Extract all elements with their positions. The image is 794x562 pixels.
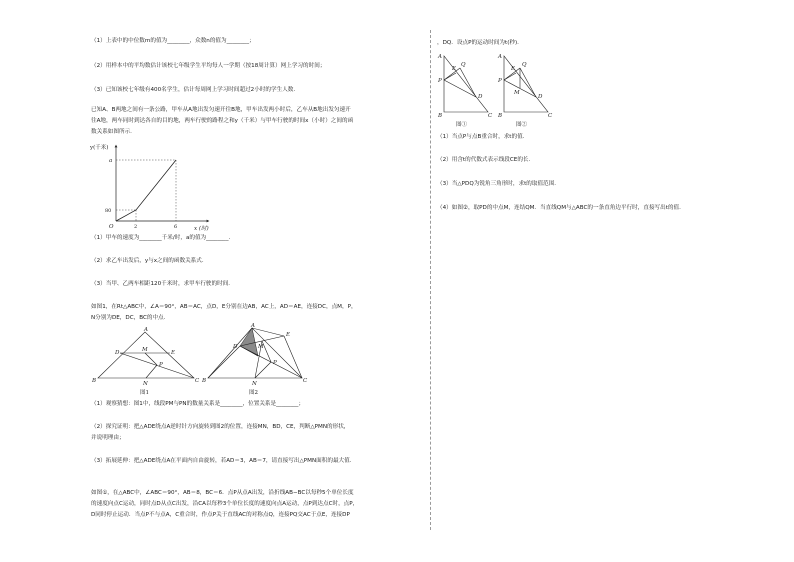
point-label: P — [438, 78, 442, 84]
point-label: A — [498, 54, 502, 60]
column-divider — [430, 30, 431, 530]
question-line: （3）已知该校七年级有400名学生，估计每周网上学习时间超过2小时的学生人数. — [91, 87, 296, 93]
point-label: E — [286, 332, 291, 338]
figure-caption: 图1 — [140, 390, 149, 396]
x-axis-label: x (时) — [194, 226, 209, 232]
question-line: （3）拓展延伸：把△ADE绕点A在平面内自由旋转，若AD＝3，AB＝7，请直接写出△PMN面积的最大值. — [91, 458, 352, 464]
point-label: P — [498, 78, 502, 84]
problem-text: 如图1，在Rt△ABC中，∠A＝90°，AB＝AC，点D，E分别在边AB，AC上，AD＝AE，连接DC，点M，P， — [91, 304, 357, 310]
point-label: E — [452, 66, 457, 72]
figure-circle-1 — [436, 50, 496, 130]
label-a: a — [109, 158, 113, 164]
point-label: N — [143, 381, 148, 387]
point-label: A — [144, 327, 148, 333]
point-label: D — [233, 344, 238, 350]
point-label: B — [202, 378, 207, 384]
problem-text: 数关系如图所示. — [91, 129, 132, 135]
problem-text: 已知A、B两地之间有一条公路，甲车从A地出发匀速开往B地，甲车出发两小时后，乙车从B地出发匀速开 — [91, 107, 351, 113]
figure-2 — [200, 322, 312, 398]
label-x2: 2 — [134, 224, 138, 230]
label-80: 80 — [105, 208, 112, 214]
problem-text: D同时停止运动．当点P不与点A，C重合时，作点P关于直线AC的对称点Q，连接PQ交AC于点E，连接DP — [91, 512, 350, 518]
point-label: D — [538, 94, 543, 100]
point-label: B — [92, 378, 97, 384]
point-label: A — [438, 54, 442, 60]
point-label: M — [142, 347, 148, 353]
point-label: E — [171, 350, 176, 356]
point-label: C — [195, 378, 200, 384]
question-line: （4）如图②，取PD的中点M，连结QM．当直线QM与△ABC的一条直角边平行时，直接写出t的值. — [437, 205, 681, 211]
question-line: （2）探究证明：把△ADE绕点A逆时针方向旋转到图2的位置，连接MN，BD，CE，判断△PMN的形状， — [91, 424, 350, 430]
point-label: N — [252, 381, 257, 387]
point-label: C — [303, 378, 308, 384]
point-label: C — [488, 113, 493, 119]
point-label: Q — [522, 62, 527, 68]
point-label: M — [514, 90, 520, 96]
question-line: （1）当点P与点B重合时，求t的值. — [437, 134, 525, 140]
problem-text: ，DQ．设点P的运动时间为t(秒). — [437, 40, 519, 46]
point-label: P — [273, 360, 277, 366]
y-axis-label: y(千米) — [90, 145, 109, 151]
label-x6: 6 — [174, 224, 178, 230]
point-label: D — [115, 350, 120, 356]
point-label: B — [498, 113, 503, 119]
point-label: C — [548, 113, 553, 119]
question-line: （2）用含t的代数式表示线段CE的长. — [437, 157, 531, 163]
problem-text: 的速度向点C运动，同时点D从点C出发，沿CA以每秒3个单位长度的速度向点A运动，点P到达点C时，点P， — [91, 501, 359, 507]
distance-time-graph — [86, 140, 216, 232]
point-label: P — [159, 362, 163, 368]
label-origin: O — [109, 224, 114, 230]
figure-caption: 图① — [456, 122, 468, 128]
figure-circle-2 — [496, 50, 556, 130]
problem-text: N分别为DE，DC，BC的中点. — [91, 315, 166, 321]
point-label: Q — [461, 62, 466, 68]
figure-caption: 图2 — [249, 390, 258, 396]
question-line: （2）求乙车出发后，y与x之间的函数关系式. — [91, 258, 204, 264]
question-line: （1）上表中的中位数m的值为________，众数n的值为________； — [91, 38, 255, 44]
point-label: A — [251, 323, 255, 329]
point-label: M — [258, 344, 264, 350]
question-line: （1）观察猜想：图1中，线段PM与PN的数量关系是________，位置关系是________； — [91, 401, 305, 407]
function-line — [116, 160, 176, 221]
figure-1 — [90, 326, 202, 398]
problem-text: 如图①，在△ABC中，∠ABC＝90°，AB＝8，BC＝6．点P从点A出发，沿折线AB−BC以每秒5个单位长度 — [91, 490, 354, 496]
point-label: D — [478, 94, 483, 100]
figure-caption: 图② — [516, 122, 528, 128]
question-line: 并说明理由； — [91, 435, 125, 441]
question-line: （2）用样本中的平均数估计该校七年级学生平均每人一学期（按18周计算）网上学习的时间； — [91, 63, 326, 69]
point-label: B — [438, 113, 443, 119]
problem-text: 往A地，两车同时到达各自的目的地，两车行驶的路程之和y（千米）与甲车行驶的时间x（小时）之间的函 — [91, 118, 354, 124]
question-line: （1）甲车的速度为________千米/时，a的值为________. — [91, 235, 231, 241]
point-label: E — [511, 66, 516, 72]
question-line: （3）当△PDQ为锐角三角形时，求t的取值范围. — [437, 181, 557, 187]
question-line: （3）当甲、乙两车相距120千米时，求甲车行驶的时间. — [91, 281, 231, 287]
